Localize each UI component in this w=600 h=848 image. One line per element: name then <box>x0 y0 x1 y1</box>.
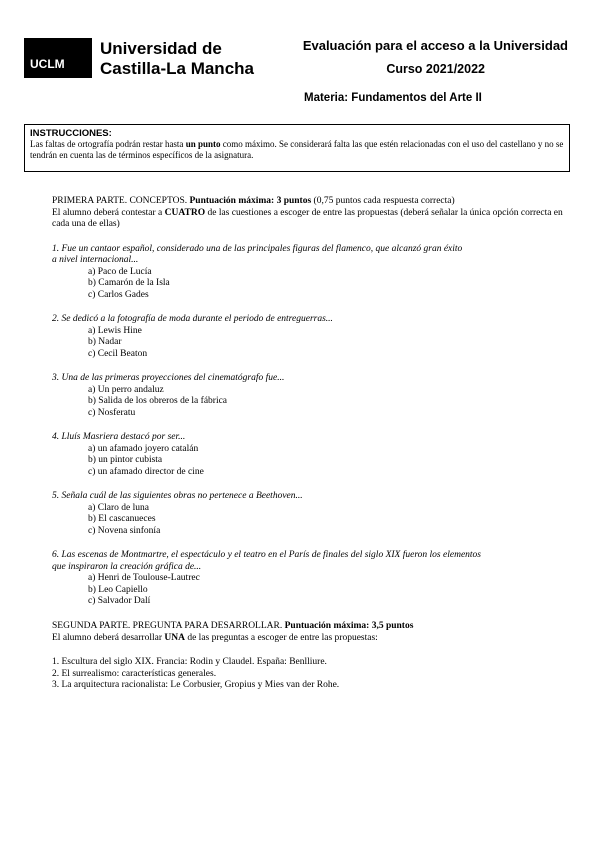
answer-option: a) un afamado joyero catalán <box>88 443 199 454</box>
instructions-text-part: como máximo. Se considerará falta las que estén relacionadas con el uso del castellano y no se tendrán en cuenta las de términos específicos de la asignatura. <box>30 139 564 160</box>
part-one-intro <box>52 208 572 231</box>
part-one-max-score: Puntuación máxima: 3 puntos <box>189 196 312 206</box>
answer-option: a) Henri de Toulouse-Lautrec <box>88 573 200 583</box>
question-text <box>52 244 572 267</box>
part-one-title: PRIMERA PARTE. CONCEPTOS. <box>52 196 190 206</box>
instructions-text <box>30 139 564 161</box>
part-one-heading <box>52 196 572 208</box>
instructions-text-bold: un punto <box>185 139 221 149</box>
essay-topic: 3. La arquitectura racionalista: Le Corbusier, Gropius y Mies van der Rohe. <box>52 680 340 690</box>
answer-option: c) Salvador Dalí <box>88 596 151 606</box>
answer-option: b) Camarón de la Isla <box>88 278 170 288</box>
answer-option: b) un pintor cubista <box>88 455 163 465</box>
essay-topic-list <box>52 657 572 692</box>
question-text <box>52 314 572 326</box>
university-name-line2: Castilla-La Mancha <box>100 59 254 78</box>
question-block <box>52 432 572 478</box>
question-text <box>52 373 572 385</box>
course-year: Curso 2021/2022 <box>386 62 485 76</box>
question-line: 6. Las escenas de Montmartre, el espectáculo y el teatro en el París de finales del siglo XIX fueron los elementos <box>52 550 481 560</box>
answer-option: b) El cascanueces <box>88 514 156 524</box>
question-text <box>52 550 572 573</box>
part-one-intro-bold: CUATRO <box>164 207 206 218</box>
question-line: 3. Una de las primeras proyecciones del cinematógrafo fue... <box>52 373 285 383</box>
question-text <box>52 491 572 503</box>
answer-option: c) Novena sinfonía <box>88 525 161 536</box>
question-list <box>52 244 572 608</box>
subject-title: Materia: Fundamentos del Arte II <box>304 92 482 104</box>
university-name-line1: Universidad de <box>100 39 222 58</box>
spacer <box>52 644 572 657</box>
part-two-max-score: Puntuación máxima: 3,5 puntos <box>284 621 414 631</box>
question-line: 1. Fue un cantaor español, considerado una de las principales figuras del flamenco, que alcanzó gran éxito <box>52 243 463 254</box>
answer-option: b) Salida de los obreros de la fábrica <box>88 396 228 406</box>
part-one <box>52 196 572 608</box>
question-block <box>52 314 572 360</box>
essay-topic: 1. Escultura del siglo XIX. Francia: Rodin y Claudel. España: Benlliure. <box>52 657 327 667</box>
answer-option: a) Un perro andaluz <box>88 384 164 395</box>
instructions-box <box>24 124 570 172</box>
essay-topic: 2. El surrealismo: características generales. <box>52 668 217 679</box>
instructions-title: INSTRUCCIONES: <box>30 128 112 139</box>
question-block <box>52 373 572 419</box>
option-list <box>88 503 572 538</box>
answer-option: a) Claro de luna <box>88 502 149 513</box>
answer-option: c) un afamado director de cine <box>88 466 204 477</box>
part-two <box>52 621 572 692</box>
exam-title: Evaluación para el acceso a la Universidad <box>302 38 568 53</box>
question-line: 5. Señala cuál de las siguientes obras no pertenece a Beethoven... <box>52 491 303 501</box>
uclm-logo-text: UCLM <box>30 57 65 71</box>
part-two-intro <box>52 633 572 645</box>
option-list <box>88 385 572 420</box>
part-two-intro-bold: UNA <box>164 632 185 643</box>
answer-option: c) Cecil Beaton <box>88 348 148 359</box>
uclm-logo <box>24 38 92 78</box>
part-one-intro-text: El alumno deberá contestar a <box>52 207 165 218</box>
option-list <box>88 267 572 302</box>
part-two-intro-text: de las preguntas a escoger de entre las propuestas: <box>184 632 378 643</box>
instructions-text-part: Las faltas de ortografía podrán restar hasta <box>30 139 186 149</box>
answer-option: a) Lewis Hine <box>88 325 142 336</box>
answer-option: a) Paco de Lucía <box>88 266 152 277</box>
option-list <box>88 444 572 479</box>
answer-option: c) Carlos Gades <box>88 289 149 300</box>
answer-option: c) Nosferatu <box>88 407 136 418</box>
question-block <box>52 550 572 608</box>
part-two-intro-text: El alumno deberá desarrollar <box>52 632 165 643</box>
question-line: 4. Lluís Masriera destacó por ser... <box>52 432 186 442</box>
question-block <box>52 244 572 302</box>
part-two-title: SEGUNDA PARTE. PREGUNTA PARA DESARROLLAR. <box>52 621 285 631</box>
answer-option: b) Nadar <box>88 337 122 347</box>
option-list <box>88 326 572 361</box>
question-line: que inspiraron la creación gráfica de... <box>52 561 202 572</box>
answer-option: b) Leo Capiello <box>88 584 148 595</box>
question-line: a nivel internacional... <box>52 255 139 265</box>
question-block <box>52 491 572 537</box>
question-text <box>52 432 572 444</box>
part-one-intro-text: de las cuestiones a escoger de entre las propuestas (deberá señalar la única opción correcta en cada una de ellas) <box>52 207 563 229</box>
university-name <box>100 39 254 79</box>
part-one-score-note: (0,75 puntos cada respuesta correcta) <box>311 196 455 206</box>
option-list <box>88 573 572 608</box>
part-two-heading <box>52 621 572 633</box>
question-line: 2. Se dedicó a la fotografía de moda durante el periodo de entreguerras... <box>52 314 333 324</box>
